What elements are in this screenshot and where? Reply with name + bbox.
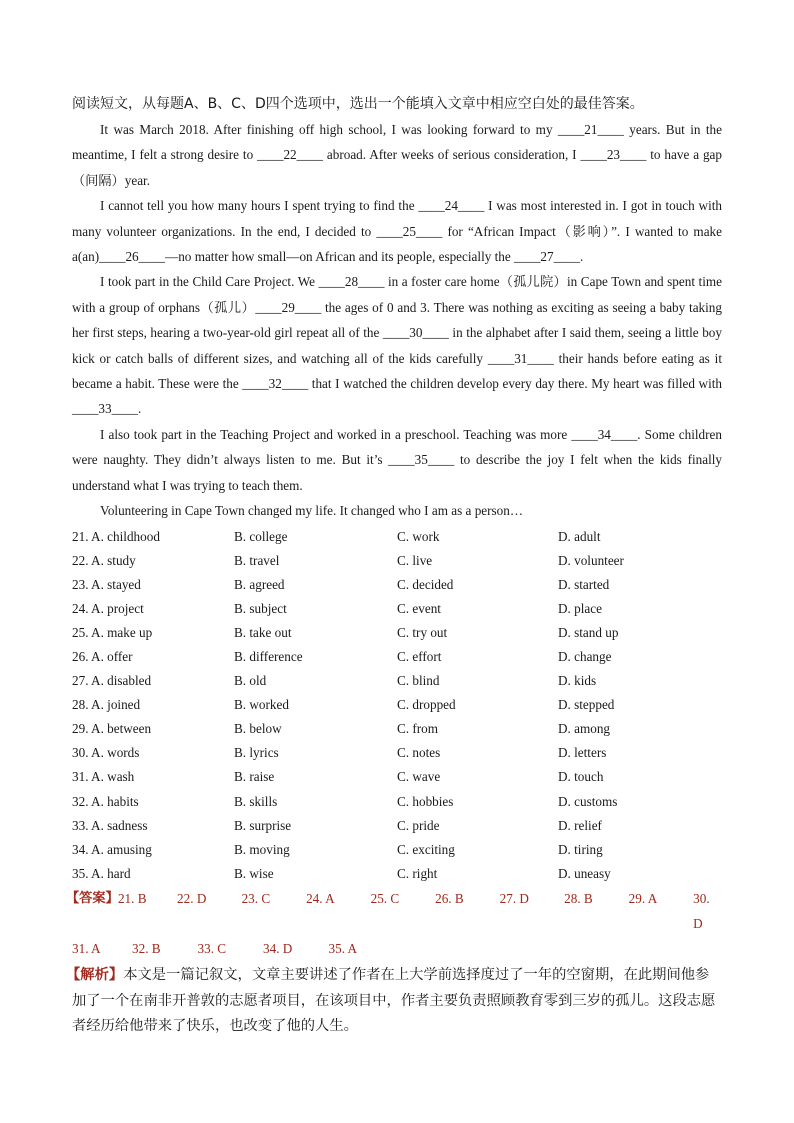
answer-item: 33. C [197, 940, 227, 956]
option-b: B. college [234, 528, 288, 544]
question-28 [72, 693, 722, 717]
option-b: B. subject [234, 600, 287, 616]
option-a: 22. A. study [72, 552, 136, 568]
instruction: 阅读短文，从每题A、B、C、D四个选项中，选出一个能填入文章中相应空白处的最佳答案。 [72, 96, 644, 112]
document-page [66, 92, 722, 1040]
option-d: D. change [558, 649, 612, 665]
option-d: D. volunteer [558, 552, 624, 568]
option-b: B. lyrics [234, 745, 279, 761]
option-a: 35. A. hard [72, 865, 131, 881]
option-d: D. kids [558, 673, 597, 689]
option-d: D. place [558, 600, 602, 616]
question-26 [72, 645, 722, 669]
passage-paragraph-4: I also took part in the Teaching Project and worked in a preschool. Teaching was more ____34____. Some children were naughty. They didn’t always listen to me. But it’s ____35____ to describe the joy I felt when the kids finally understand what I was trying to teach them. [72, 426, 722, 493]
question-29 [72, 717, 722, 741]
option-b: B. raise [234, 769, 275, 785]
passage-paragraph-3: I took part in the Child Care Project. We ____28____ in a foster care home（孤儿院）in Cape Town and spent time with a group of orphans（孤儿）____29____ the ages of 0 and 3. There was nothing as exciting as seeing a baby taking her first steps, hearing a two-year-old girl repeat all of the ____30____ in the alphabet after I said them, seeing a little boy kick or catch balls of different sizes, and watching all of the kids carefully ____31____ their hands before eating as it became a habit. These were the ____32____ that I watched the children develop every day there. My heart was filled with ____33____. [72, 274, 722, 417]
option-d: D. stand up [558, 624, 619, 640]
option-b: B. below [234, 721, 282, 737]
answer-item: 23. C [241, 890, 271, 906]
option-c: C. decided [397, 576, 454, 592]
option-a: 27. A. disabled [72, 673, 152, 689]
option-d: D. tiring [558, 841, 603, 857]
option-d: D. relief [558, 817, 602, 833]
option-a: 29. A. between [72, 721, 152, 737]
option-b: B. surprise [234, 817, 292, 833]
option-a: 23. A. stayed [72, 576, 141, 592]
option-d: D. touch [558, 769, 604, 785]
option-d: D. letters [558, 745, 607, 761]
option-c: C. live [397, 552, 433, 568]
question-35 [72, 862, 722, 886]
option-c: C. work [397, 528, 440, 544]
answer-item: 25. C [370, 890, 400, 906]
answer-item: 34. D [263, 940, 293, 956]
analysis-tag: 【解析】 [66, 966, 124, 983]
option-a: 26. A. offer [72, 649, 133, 665]
option-a: 28. A. joined [72, 697, 141, 713]
option-c: C. hobbies [397, 793, 454, 809]
question-33 [72, 814, 722, 838]
option-b: B. take out [234, 624, 292, 640]
passage-paragraph-1: It was March 2018. After finishing off high school, I was looking forward to my ____21____ years. But in the meantime, I felt a strong desire to ____22____ abroad. After weeks of serious consideration, I ____23____ to have a gap（间隔）year. [72, 122, 722, 188]
option-c: C. dropped [397, 697, 456, 713]
option-a: 24. A. project [72, 600, 144, 616]
question-32 [72, 790, 722, 814]
option-a: 33. A. sadness [72, 817, 148, 833]
question-22 [72, 549, 722, 573]
option-d: D. stepped [558, 697, 615, 713]
question-34 [72, 838, 722, 862]
option-d: D. uneasy [558, 865, 611, 881]
option-d: D. among [558, 721, 611, 737]
option-a: 25. A. make up [72, 624, 153, 640]
answer-item: 24. A [306, 890, 335, 906]
option-c: C. event [397, 600, 441, 616]
option-c: C. blind [397, 673, 440, 689]
question-23 [72, 573, 722, 597]
option-c: C. try out [397, 624, 448, 640]
answer-item: 32. B [132, 940, 161, 956]
option-c: C. right [397, 865, 438, 881]
option-a: 34. A. amusing [72, 841, 152, 857]
question-25 [72, 621, 722, 645]
answer-item: 21. B [117, 890, 147, 906]
option-c: C. wave [397, 769, 441, 785]
question-27 [72, 669, 722, 693]
option-c: C. exciting [397, 841, 455, 857]
option-d: D. customs [558, 793, 618, 809]
question-24 [72, 597, 722, 621]
option-a: 31. A. wash [72, 769, 135, 785]
answer-row-2 [72, 936, 722, 961]
answer-key [66, 886, 722, 961]
option-c: C. effort [397, 649, 442, 665]
option-c: C. pride [397, 817, 440, 833]
answer-item: 26. B [435, 890, 464, 906]
answer-item: 22. D [177, 890, 207, 906]
answer-tag: 【答案】 [66, 890, 119, 906]
analysis [66, 963, 722, 1040]
option-c: C. notes [397, 745, 441, 761]
analysis-text: 本文是一篇记叙文，文章主要讲述了作者在上大学前选择度过了一年的空窗期，在此期间他参加了一个在南非开普敦的志愿者项目，在该项目中，作者主要负责照顾教育零到三岁的孤儿。这段志愿者经历给他带来了快乐，也改变了他的人生。 [72, 966, 716, 1035]
answer-item: 29. A [628, 890, 658, 906]
option-a: 21. A. childhood [72, 528, 160, 544]
option-b: B. agreed [234, 576, 285, 592]
option-a: 32. A. habits [72, 793, 139, 809]
passage-paragraph-2: I cannot tell you how many hours I spent trying to find the ____24____ I was most interested in. I got in touch with many volunteer organizations. In the end, I decided to ____25____ for “African Impact（影响）”. I wanted to make a(an)____26____—no matter how small—on African and its people, especially the ____27____. [72, 198, 722, 265]
answer-item: 27. D [499, 890, 529, 906]
option-b: B. travel [234, 552, 280, 568]
question-30 [72, 741, 722, 765]
option-b: B. difference [234, 649, 303, 665]
option-d: D. adult [558, 528, 601, 544]
answer-item: 31. A [72, 940, 101, 956]
option-b: B. skills [234, 793, 278, 809]
option-b: B. worked [234, 697, 289, 713]
option-d: D. started [558, 576, 610, 592]
question-21 [72, 525, 722, 549]
passage-paragraph-5: Volunteering in Cape Town changed my life. It changed who I am as a person… [100, 503, 524, 519]
answer-item: 30. D [693, 890, 710, 931]
answer-row-1 [66, 886, 722, 936]
option-b: B. old [234, 673, 267, 689]
answer-item: 35. A [328, 940, 358, 956]
answer-item: 28. B [564, 890, 593, 906]
question-31 [72, 765, 722, 789]
option-c: C. from [397, 721, 439, 737]
option-b: B. moving [234, 841, 290, 857]
option-a: 30. A. words [72, 745, 140, 761]
option-b: B. wise [234, 865, 274, 881]
question-options [72, 525, 722, 886]
